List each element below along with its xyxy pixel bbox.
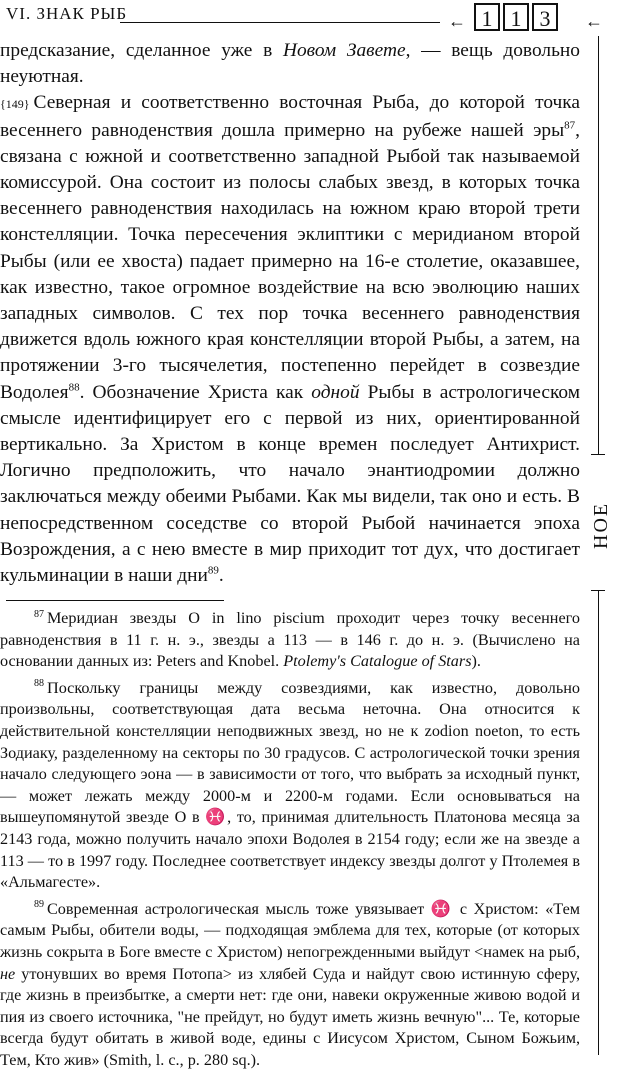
footnote-number: 88 [34, 678, 44, 690]
footnote-ref[interactable]: 87 [564, 119, 576, 132]
margin-rule-top [598, 36, 599, 454]
chapter-title: VI. ЗНАК РЫБ [6, 4, 128, 23]
footnote-number: 89 [34, 899, 44, 911]
main-text [0, 38, 580, 589]
header-rule [120, 22, 440, 23]
footnotes [0, 608, 580, 1076]
arrow-right-icon: ← [585, 11, 603, 31]
margin-rule-bottom [598, 590, 599, 1055]
page-digit: 1 [503, 3, 529, 31]
page-number [474, 3, 558, 31]
paragraph: предсказание, сделанное уже в Новом Завете, — вещь довольно неуютная. [0, 40, 580, 88]
paragraph-ref: {149} [0, 97, 30, 112]
footnote-separator [6, 600, 224, 601]
page-digit: 1 [474, 3, 500, 31]
arrow-left-icon: ← [448, 11, 466, 31]
margin-label: НОЕ [590, 501, 612, 549]
footnote: $^{89}$ Современная астрологическая мысль тоже увязывает ♓ с Христом: «Тем самым Рыбы, обители воды, — подходящая эмблема для тех, которые (от которых жизнь сокрыта в Боге вместе с Христом) непогрежденными выйдут <намек на рыб, не утонувших во время Потопа> из хлябей Суда и найдут свою истинную сферу, где жизнь в преизбытке, а смерти нет: где они, навеки окруженные живою водой и пия из своего источника, "не прейдут, но будут иметь жизнь вечную"... Те, которые всегда будут обитать в живой воде, едины с Иисусом Христом, Сыном Божьим, Тем, Кто жив» (Smith, l. c., p. 280 sq.). [0, 899, 580, 1069]
footnote-ref[interactable]: 89 [207, 564, 219, 577]
emphasis: одной [311, 381, 360, 403]
paragraph: {149} Северная и соответственно восточная Рыба, до которой точка весеннего равноденствия дошла примерно на рубеже нашей эры$^{87}$, связана с южной и соответственно западной Рыбой так называемой комиссурой. Она состоит из полосы слабых звезд, в которых точка весеннего равноденствия находилась на южном краю второй трети констелляции. Точка пересечения эклиптики с меридианом второй Рыбы (или ее хвоста) падает примерно на 16-е столетие, оказавшее, как известно, такое огромное воздействие на всю эволюцию наших западных символов. С тех пор точка весеннего равноденствия движется вдоль южного края констелляции второй Рыбы, а затем, на протяжении 3-го тысячелетия, постепенно перейдет в созвездие Водолея$^{88}$. Обозначение Христа как одной Рыбы в астрологическом смысле идентифицирует его с первой из них, ориентированной вертикально. За Христом в конце времен последует Антихрист. Логично предположить, что начало энантиодромии должно заключаться между обеими Рыбами. Как мы видели, так оно и есть. В непосредственном соседстве со второй Рыбой начинается эпоха Возрождения, а с нею вместе в мир приходит тот дух, что достигает кульминации в наши дни$^{89}$. [0, 92, 580, 587]
footnote: $^{88}$ Поскольку границы между созвездиями, как известно, довольно произвольны, соответствующая дата весьма неточна. Она относится к действительной констелляции неподвижных звезд, но не к zodion noeton, то есть Зодиаку, разделенному на секторы по 30 градусов. С астрологической точки зрения начало следующего эона — в зависимости от того, что выбрать за исходный пункт, — может лежать между 2000-м и 2200-м годами. Если основываться на вышеупомянутой звезде О в ♓, то, принимая длительность Платонова месяца за 2143 года, можно получить начало эпохи Водолея в 2154 году; если же на звезде а 113 — то в 1997 году. Последнее соответствует индексу звезды долгот у Птолемея в «Альмагесте». [0, 678, 580, 892]
footnote-ref[interactable]: 88 [68, 381, 80, 394]
footnote-number: 87 [34, 608, 44, 620]
page-digit: 3 [532, 3, 558, 31]
margin-tick [591, 454, 605, 455]
footnote: $^{87}$ Меридиан звезды О in lino piscium проходит через точку весеннего равноденствия в 11 г. н. э., звезды а 113 — в 146 г. до н. э. (Вычислено на основании данных из: Peters and Knobel. Ptolemy's Catalogue of Stars). [0, 608, 580, 671]
emphasis: Новом Завете [282, 40, 406, 61]
